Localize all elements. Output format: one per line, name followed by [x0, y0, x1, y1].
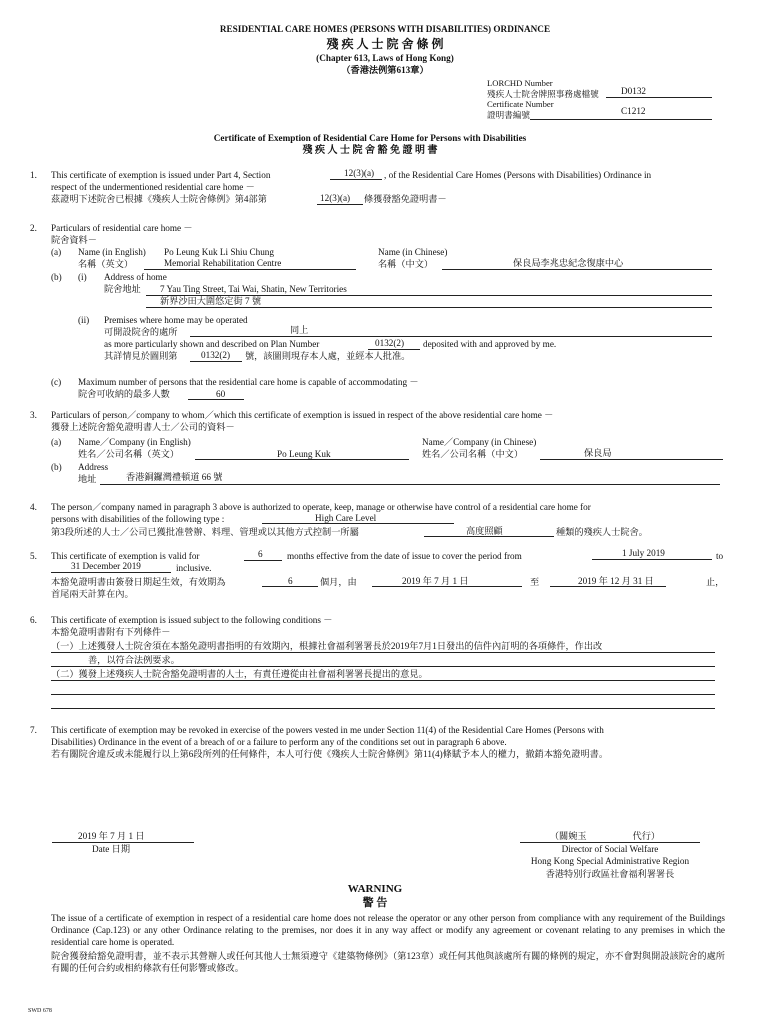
plan-number-zh: 0132(2)	[201, 350, 231, 360]
section-5-zh-to: 至	[530, 577, 540, 587]
home-address-en: 7 Yau Ting Street, Tai Wai, Shatin, New Territories	[160, 284, 347, 294]
condition-1-line1: （一）上述獲發人士院舍須在本豁免證明書指明的有效期內，根據社會福利署署長於2019年7月1日發出的信件內訂明的各項條件，作出改	[51, 641, 603, 651]
operator-name-zh: 保良局	[584, 448, 612, 458]
director-title-zh: 香港特別行政區社會福利署署長	[545, 869, 675, 879]
lorchd-number: D0132	[621, 86, 647, 96]
operator-name-zh-label: Name／Company (in Chinese)	[422, 437, 537, 447]
section-5-text-a: This certificate of exemption is valid for	[51, 551, 200, 561]
home-name-zh-label: Name (in Chinese)	[378, 247, 448, 257]
section-1-text-b: , of the Residential Care Homes (Persons with Disabilities) Ordinance in	[384, 170, 652, 180]
validity-months: 6	[258, 549, 263, 559]
home-type-en: High Care Level	[315, 513, 377, 523]
validity-to-zh: 2019 年 12 月 31 日	[578, 576, 654, 586]
section-5-zh-b: 個月，由	[320, 577, 357, 587]
certificate-title-zh: 殘 疾 人 士 院 舍 豁 免 證 明 書	[302, 145, 438, 156]
section-3-number: 3.	[30, 410, 37, 420]
lorchd-label-zh: 殘疾人士院舍牌照事務處檔號	[487, 89, 599, 99]
section-5-number: 5.	[30, 551, 37, 561]
operator-address: 香港銅鑼灣禮頓道 66 號	[126, 472, 223, 482]
section-2-number: 2.	[30, 223, 37, 233]
condition-2: （二）獲發上述殘疾人士院舍豁免證明書的人士，有責任遵從由社會福利署署長提出的意見。	[51, 669, 428, 679]
plan-text-a: as more particularly shown and described on Plan Number	[104, 339, 320, 349]
operator-name-en-label: Name／Company (in English)	[78, 437, 191, 447]
region-en: Hong Kong Special Administrative Region	[530, 856, 690, 866]
section-6-number: 6.	[30, 615, 37, 625]
signatory: （關婉玉 代行）	[549, 831, 661, 841]
premises-label-zh: 可開設院舍的處所	[104, 327, 178, 337]
section-4-line2: persons with disabilities of the following type :	[51, 514, 225, 524]
item-3b: (b)	[51, 462, 62, 472]
home-name-zh-label-zh: 名稱（中文）	[378, 259, 434, 269]
section-4-zh-b: 種類的殘疾人士院舍。	[556, 527, 648, 537]
section-5-text-b: months effective from the date of issue to cover the period from	[287, 551, 522, 561]
home-name-zh: 保良局李兆忠紀念復康中心	[513, 258, 624, 268]
section-4-number: 4.	[30, 502, 37, 512]
form-code: SWD 678	[28, 1008, 52, 1014]
section-1-number: 1.	[30, 170, 37, 180]
item-3a: (a)	[51, 437, 62, 447]
max-persons-value: 60	[216, 389, 226, 399]
home-name-en-line1: Po Leung Kuk Li Shiu Chung	[164, 247, 274, 257]
home-address-label: Address of home	[104, 272, 167, 282]
section-7-line1: This certificate of exemption may be revoked in exercise of the powers vested in me under Section 11(4) of the Residential Care Homes (Persons with	[51, 725, 604, 735]
section-6-heading: This certificate of exemption is issued subject to the following conditions －	[51, 615, 333, 625]
section-1-text-a: This certificate of exemption is issued under Part 4, Section	[51, 170, 271, 180]
lorchd-label-en: LORCHD Number	[487, 78, 553, 88]
operator-name-zh-label-zh: 姓名／公司名稱（中文）	[422, 449, 524, 459]
operator-address-label-zh: 地址	[78, 474, 97, 484]
home-name-en-label: Name (in English)	[78, 247, 146, 257]
home-name-en-line2: Memorial Rehabilitation Centre	[164, 258, 282, 268]
warning-text-zh: 院舍獲發給豁免證明書，並不表示其營辦人或任何其他人士無須遵守《建築物條例》（第123章）或任何其他與該處所有關的條例的規定，亦不會對與開設該院舍的處所有關的任何合約或相約條款有任何影響或修改。	[51, 951, 725, 973]
operator-name-en: Po Leung Kuk	[277, 449, 331, 459]
warning-title-zh: 警 告	[362, 897, 388, 909]
max-persons-label: Maximum number of persons that the residential care home is capable of accommodating －	[78, 377, 419, 387]
plan-number: 0132(2)	[375, 338, 405, 348]
section-3-heading: Particulars of person／company to whom／which this certificate of exemption is issued in respect of the above residential care home －	[51, 410, 554, 420]
item-2b: (b)	[51, 272, 62, 282]
plan-text-zh-a: 其詳情見於圖則第	[104, 351, 178, 361]
warning-text-en: The issue of a certificate of exemption in respect of a residential care home does not release the operator or any other person from compliance with any requirement of the Buildings Ordinance (Cap.123) or any other Ordinance relating to the premises, nor does it in any way affect or modify any agreement or covenant relating to any premises in which the residential care home is operated.	[51, 913, 725, 947]
section-4-zh-a: 第3段所述的人士／公司已獲批准營辦、料理、管理或以其他方式控制一所屬	[51, 527, 359, 537]
section-1-ref: 12(3)(a)	[344, 168, 375, 178]
validity-from: 1 July 2019	[622, 548, 665, 558]
section-1-zh-b: 條獲發豁免證明書－	[364, 194, 447, 204]
section-5-zh-c: 止，	[706, 577, 725, 587]
date-label: Date 日期	[92, 844, 131, 854]
home-name-en-label-zh: 名稱（英文）	[78, 259, 134, 269]
plan-text-zh-b: 號，該圖則現存本人處，並經本人批准。	[245, 351, 411, 361]
plan-text-b: deposited with and approved by me.	[423, 339, 557, 349]
section-4-line1: The person／company named in paragraph 3 above is authorized to operate, keep, manage or otherwise have control of a residential care home for	[51, 502, 591, 512]
premises-label: Premises where home may be operated	[104, 315, 248, 325]
section-1-text-line2: respect of the undermentioned residential care home －	[51, 182, 255, 192]
section-3-heading-zh: 獲發上述院舍豁免證明書人士／公司的資料－	[51, 422, 235, 432]
validity-from-zh: 2019 年 7 月 1 日	[402, 576, 469, 586]
ordinance-title-zh: 殘 疾 人 士 院 舍 條 例	[326, 37, 444, 51]
home-type-zh: 高度照顧	[466, 526, 503, 536]
section-5-inclusive: inclusive.	[176, 563, 212, 573]
chapter-zh: （香港法例第613章）	[341, 65, 429, 75]
section-2-heading-zh: 院舍資料－	[51, 235, 97, 245]
item-2a: (a)	[51, 247, 62, 257]
cert-number: C1212	[621, 106, 646, 116]
section-6-heading-zh: 本豁免證明書附有下列條件－	[51, 627, 171, 637]
cert-number-label-zh: 證明書編號	[487, 110, 530, 120]
section-1-zh-ref: 12(3)(a)	[320, 193, 351, 203]
home-address-zh: 新界沙田大圍悠定街 7 號	[160, 296, 262, 306]
section-5-to: to	[716, 551, 724, 561]
max-persons-label-zh: 院舍可收納的最多人數	[78, 389, 170, 399]
section-2-heading: Particulars of residential care home －	[51, 223, 193, 233]
certificate-title-en: Certificate of Exemption of Residential Care Home for Persons with Disabilities	[213, 133, 527, 143]
home-address-label-zh: 院舍地址	[104, 284, 141, 294]
director-title-en: Director of Social Welfare	[561, 844, 659, 854]
cert-number-label-en: Certificate Number	[487, 99, 554, 109]
section-7-number: 7.	[30, 725, 37, 735]
section-5-zh-a: 本豁免證明書由簽發日期起生效，有效期為	[51, 577, 226, 587]
section-5-zh-line2: 首尾兩天計算在內。	[51, 589, 134, 599]
validity-to: 31 December 2019	[71, 561, 141, 571]
warning-title-en: WARNING	[347, 883, 403, 895]
chapter-en: (Chapter 613, Laws of Hong Kong)	[316, 53, 454, 63]
item-2b-i: (i)	[78, 272, 87, 282]
ordinance-title-en: RESIDENTIAL CARE HOMES (PERSONS WITH DISABILITIES) ORDINANCE	[219, 24, 551, 34]
condition-1-line2: 善，以符合法例要求。	[88, 655, 180, 665]
validity-months-zh: 6	[288, 576, 293, 586]
item-2c: (c)	[51, 377, 62, 387]
section-7-line2: Disabilities) Ordinance in the event of a breach of or a failure to perform any of the conditions set out in paragraph 6 above.	[51, 737, 507, 747]
section-1-zh-a: 茲證明下述院舍已根據《殘疾人士院舍條例》第4部第	[51, 194, 267, 204]
premises-value: 同上	[290, 325, 309, 335]
item-2b-ii: (ii)	[78, 315, 90, 325]
operator-address-label: Address	[78, 462, 109, 472]
section-7-line3-zh: 若有關院舍違反或未能履行以上第6段所列的任何條件，本人可行使《殘疾人士院舍條例》第11(4)條賦予本人的權力，撤銷本豁免證明書。	[51, 749, 609, 759]
issue-date: 2019 年 7 月 1 日	[78, 831, 145, 841]
operator-name-en-label-zh: 姓名／公司名稱（英文）	[78, 449, 180, 459]
